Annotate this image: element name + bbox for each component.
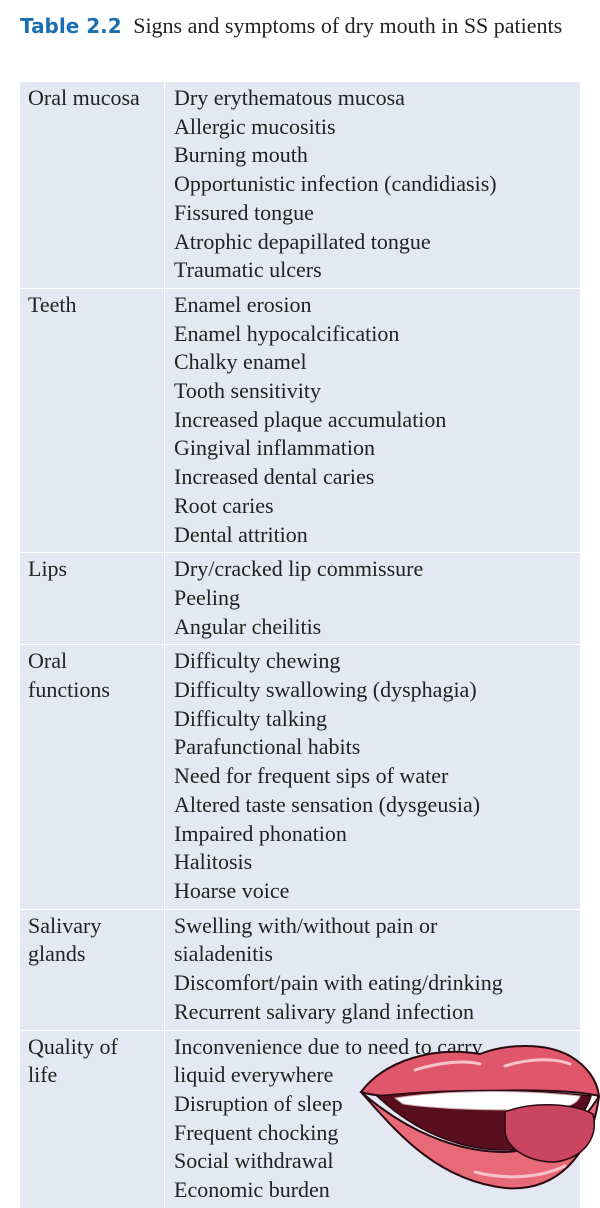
row-items [165, 82, 581, 288]
table-row [20, 288, 580, 552]
symptom-item: Economic burden [174, 1177, 330, 1203]
symptom-item: Halitosis [174, 849, 253, 875]
row-category [20, 1030, 165, 1208]
table-row [20, 82, 580, 288]
category-line: Quality of [28, 1033, 118, 1059]
table-row [20, 909, 580, 1030]
row-items [165, 288, 581, 552]
table-row [20, 553, 580, 645]
symptom-item: Difficulty talking [174, 705, 327, 731]
symptom-item: liquid everywhere [174, 1062, 334, 1088]
table-row [20, 645, 580, 909]
symptom-item: Root caries [174, 492, 274, 518]
row-category [20, 82, 165, 288]
row-category [20, 288, 165, 552]
symptom-item: Tooth sensitivity [174, 378, 321, 404]
symptom-item: Inconvenience due to need to carry [174, 1033, 483, 1059]
row-items [165, 553, 581, 645]
symptom-item: Enamel hypocalcification [174, 320, 400, 346]
symptom-item: Difficulty swallowing (dysphagia) [174, 677, 477, 703]
symptom-item: Traumatic ulcers [174, 257, 322, 283]
symptom-item: Recurrent salivary gland infection [174, 998, 474, 1024]
symptom-item: sialadenitis [174, 941, 273, 967]
symptoms-table-body [20, 82, 580, 1208]
symptom-item: Increased plaque accumulation [174, 406, 447, 432]
symptom-item: Swelling with/without pain or [174, 912, 438, 938]
symptom-item: Enamel erosion [174, 291, 312, 317]
symptom-item: Parafunctional habits [174, 734, 361, 760]
row-items [165, 909, 581, 1030]
row-category [20, 645, 165, 909]
symptom-item: Discomfort/pain with eating/drinking [174, 970, 503, 996]
category-line: Lips [28, 556, 68, 582]
category-line: life [28, 1062, 58, 1088]
symptom-item: Frequent chocking [174, 1119, 339, 1145]
row-category [20, 553, 165, 645]
symptom-item: Altered taste sensation (dysgeusia) [174, 791, 481, 817]
symptom-item: Dry erythematous mucosa [174, 85, 405, 110]
row-category [20, 909, 165, 1030]
symptom-item: Allergic mucositis [174, 113, 336, 139]
symptom-item: Increased dental caries [174, 464, 375, 490]
category-line: functions [28, 677, 110, 703]
category-line: Oral mucosa [28, 85, 140, 110]
table-title: Signs and symptoms of dry mouth in SS patients [133, 13, 563, 38]
category-line: Oral [28, 648, 68, 674]
symptom-item: Fissured tongue [174, 199, 314, 225]
symptom-item: Social withdrawal [174, 1148, 334, 1174]
symptom-item: Dry/cracked lip commissure [174, 556, 424, 582]
symptoms-table [20, 82, 580, 1208]
symptom-item: Burning mouth [174, 142, 308, 168]
symptom-item: Disruption of sleep [174, 1090, 343, 1116]
row-items [165, 645, 581, 909]
upper-lip [361, 1046, 599, 1096]
symptom-item: Need for frequent sips of water [174, 763, 449, 789]
category-line: glands [28, 941, 86, 967]
category-line: Salivary [28, 912, 102, 938]
category-line: Teeth [28, 291, 77, 317]
symptom-item: Gingival inflammation [174, 435, 376, 461]
lips-illustration-icon [355, 1040, 600, 1192]
symptom-item: Peeling [174, 584, 240, 610]
table-caption [20, 12, 580, 40]
table-label: Table 2.2 [20, 14, 122, 38]
symptom-item: Dental attrition [174, 521, 308, 547]
symptom-item: Chalky enamel [174, 349, 307, 375]
symptom-item: Impaired phonation [174, 820, 347, 846]
symptom-item: Atrophic depapillated tongue [174, 228, 431, 254]
symptom-item: Difficulty chewing [174, 648, 341, 674]
symptom-item: Hoarse voice [174, 877, 290, 903]
symptom-item: Opportunistic infection (candidiasis) [174, 171, 497, 197]
symptom-item: Angular cheilitis [174, 613, 322, 639]
